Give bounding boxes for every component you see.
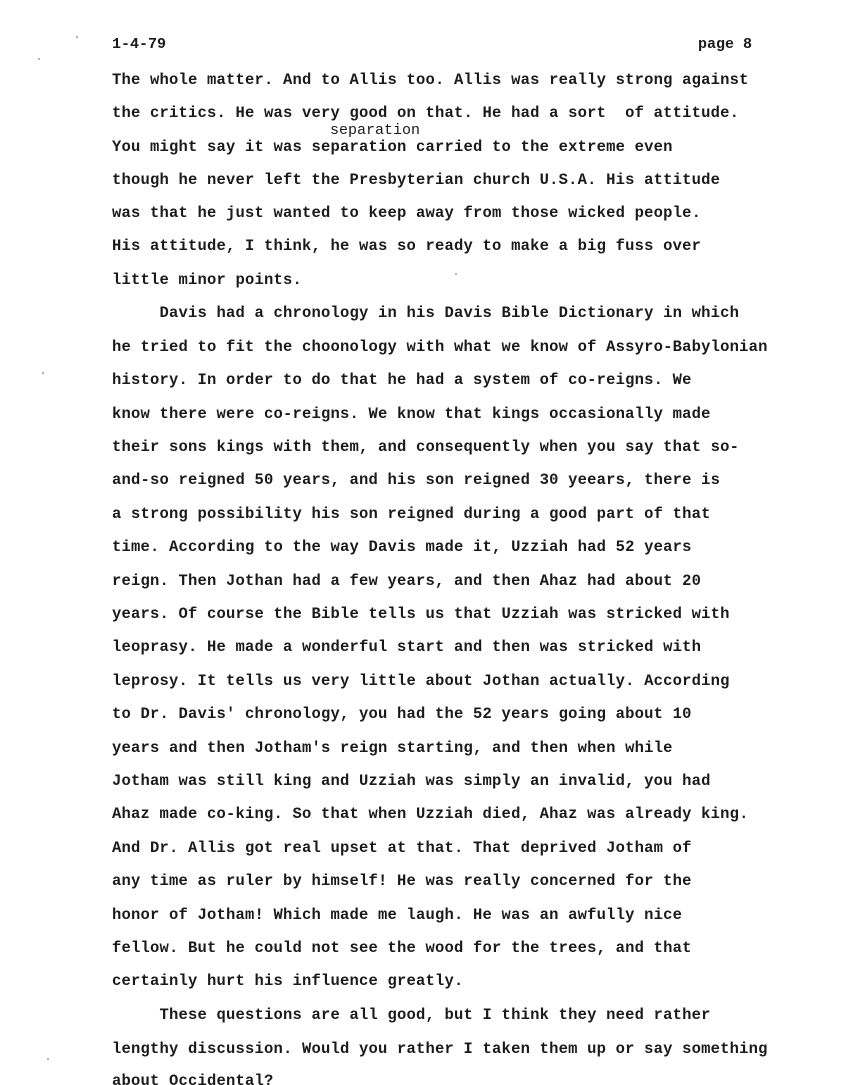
page-number: page 8 (697, 36, 752, 53)
text-line: any time as ruler by himself! He was really concerned for the (112, 872, 692, 890)
text-line: history. In order to do that he had a system of co-reigns. We (112, 371, 692, 389)
text-line: to Dr. Davis' chronology, you had the 52 years going about 10 (112, 705, 692, 723)
text-line: was that he just wanted to keep away from those wicked people. (112, 204, 702, 222)
text-line: fellow. But he could not see the wood for the trees, and that (112, 939, 692, 957)
text-line: time. According to the way Davis made it, Uzziah had 52 years (112, 538, 692, 556)
scan-speck (42, 372, 44, 374)
text-line: he tried to fit the choonology with what we know of Assyro-Babylonian (112, 338, 768, 356)
page-header (112, 36, 752, 58)
text-line: Jotham was still king and Uzziah was simply an invalid, you had (112, 772, 711, 790)
text-line: though he never left the Presbyterian church U.S.A. His attitude (112, 171, 721, 189)
text-line: These questions are all good, but I think they need rather (112, 1006, 711, 1024)
text-line: leoprasy. He made a wonderful start and then was stricked with (112, 638, 702, 656)
scan-speck (38, 58, 40, 60)
text-line: years and then Jotham's reign starting, and then when while (112, 739, 673, 757)
text-line: lengthy discussion. Would you rather I taken them up or say something (112, 1040, 768, 1058)
text-line: the critics. He was very good on that. He had a sort of attitude. (112, 104, 740, 122)
text-line: leprosy. It tells us very little about Jothan actually. According (112, 672, 730, 690)
text-line: years. Of course the Bible tells us that Uzziah was stricked with (112, 605, 730, 623)
text-line: and-so reigned 50 years, and his son reigned 30 yeears, there is (112, 471, 721, 489)
interlinear-correction: separation (330, 122, 421, 139)
text-line: And Dr. Allis got real upset at that. That deprived Jotham of (112, 839, 692, 857)
text-line: honor of Jotham! Which made me laugh. He was an awfully nice (112, 906, 683, 924)
text-line: about Occidental? (112, 1072, 274, 1085)
text-line: little minor points. (112, 271, 303, 289)
text-line: a strong possibility his son reigned during a good part of that (112, 505, 711, 523)
text-line: Ahaz made co-king. So that when Uzziah died, Ahaz was already king. (112, 805, 749, 823)
text-line: know there were co-reigns. We know that kings occasionally made (112, 405, 711, 423)
scan-speck (47, 1058, 49, 1060)
scan-speck (455, 273, 457, 275)
text-line: His attitude, I think, he was so ready to make a big fuss over (112, 237, 702, 255)
scan-speck (76, 36, 78, 38)
text-line: their sons kings with them, and consequently when you say that so- (112, 438, 740, 456)
text-line: Davis had a chronology in his Davis Bible Dictionary in which (112, 304, 740, 322)
text-line: The whole matter. And to Allis too. Allis was really strong against (112, 71, 749, 89)
text-line: certainly hurt his influence greatly. (112, 972, 464, 990)
page-date: 1-4-79 (112, 36, 167, 53)
text-line: You might say it was separation carried to the extreme even (112, 138, 673, 156)
text-line: reign. Then Jothan had a few years, and then Ahaz had about 20 (112, 572, 702, 590)
